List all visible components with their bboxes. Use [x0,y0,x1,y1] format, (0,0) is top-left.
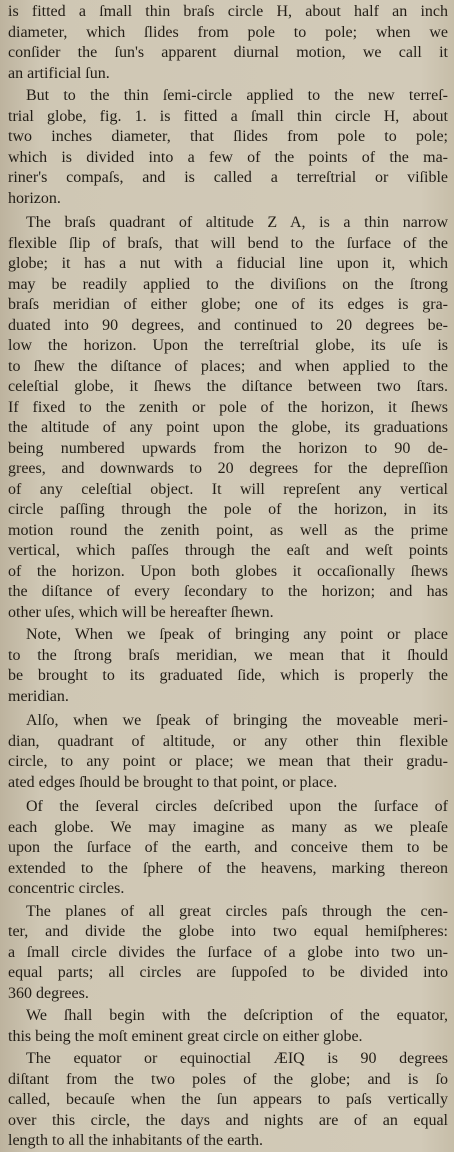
text-line: The planes of all great circles paſs through the cen- [26,902,448,920]
text-line: flexible ſlip of braſs, that will bend to the ſurface of the [8,234,448,252]
text-line: horizon. [8,189,61,207]
paragraph-visible-horizon [8,86,448,209]
text-line: If fixed to the zenith or pole of the horizon, it ſhews [8,398,448,416]
text-line: each globe. We may imagine as many as we pleaſe [8,818,448,836]
text-line: celeſtial globe, it ſhews the diſtance between two ſtars. [8,378,448,395]
text-line: Of the ſeveral circles deſcribed upon the ſurface of [26,798,448,815]
text-line: this being the moſt eminent great circle on either globe. [8,1027,363,1045]
text-line: Alſo, when we ſpeak of bringing the moveable meri- [26,712,448,729]
text-line: to ſhew the diſtance of places; and when applied to the [8,357,448,375]
text-line: We ſhall begin with the deſcription of the equator, [26,1007,448,1024]
text-line: dian, quadrant of altitude, or any other thin flexible [8,732,448,750]
paragraph-moveable-meridian [8,711,448,793]
text-line: an artificial ſun. [8,64,110,82]
text-line: grees, and downwards to 20 degrees for the depreſſion [8,460,448,477]
paragraph-equinoctial [8,1049,448,1152]
text-line: is fitted a ſmall thin braſs circle H, about half an inch [8,3,448,20]
text-line: the altitude of any point upon the globe, its graduations [8,419,448,436]
text-line: length to all the inhabitants of the earth. [8,1132,264,1149]
paragraph-equator-intro [8,1006,448,1047]
paragraph-great-circles [8,902,448,1005]
text-line: diſtant from the two poles of the globe; and is ſo [8,1070,448,1088]
text-line: equal parts; all circles are ſuppoſed to be divided into [8,964,448,981]
text-line: may be readily applied to the diviſions on the ſtrong [8,275,448,293]
text-line: extended to the ſphere of the heavens, marking thereon [8,859,448,877]
text-line: vertical, which paſſes through the eaſt and weſt points [8,542,448,559]
text-line: two inches diameter, that ſlides from pole to pole; [8,128,448,145]
paragraph-several-circles [8,797,448,900]
text-line: other uſes, which will be hereafter ſhewn. [8,603,274,621]
text-line: over this circle, the days and nights are of an equal [8,1111,448,1129]
text-line: concentric circles. [8,880,125,897]
text-line: circle, to any point or place; we mean that their gradu- [8,753,448,770]
text-line: ated edges ſhould be brought to that point, or place. [8,773,338,791]
text-line: motion round the zenith point, as well as the prime [8,521,448,539]
text-line: The equator or equinoctial ÆIQ is 90 degrees [26,1050,448,1067]
paragraph-artificial-sun [8,2,448,84]
text-line: conſider the ſun's apparent diurnal motion, we call it [8,44,448,61]
text-line: The braſs quadrant of altitude Z A, is a thin narrow [26,214,448,231]
text-line: of any celeſtial object. It will repreſent any vertical [8,480,448,498]
text-line: a ſmall circle divides the ſurface of a globe into two un- [8,943,448,961]
text-line: be brought to its graduated ſide, which is properly the [8,667,448,684]
paragraph-quadrant-of-altitude [8,213,448,623]
text-line: riner's compaſs, and is called a terreſtrial or viſible [8,169,448,186]
text-line: which is divided into a few of the points of the ma- [8,148,448,166]
text-line: low the horizon. Upon the terreſtrial globe, its uſe is [8,337,448,354]
text-line: diameter, which ſlides from pole to pole; when we [8,23,448,41]
text-line: meridian. [8,687,69,705]
text-line: Note, When we ſpeak of bringing any point or place [26,626,448,643]
text-line: being numbered upwards from the horizon to 90 de- [8,439,448,457]
text-line: duated into 90 degrees, and continued to 20 degrees be- [8,316,448,334]
text-line: upon the ſurface of the earth, and conceive them to be [8,839,448,856]
text-line: trial globe, fig. 1. is fitted a ſmall thin circle H, about [8,107,448,125]
text-line: 360 degrees. [8,984,89,1002]
text-line: But to the thin ſemi-circle applied to the new terreſ- [26,87,448,104]
text-line: the diſtance of every ſecondary to the horizon; and has [8,583,448,600]
text-line: called, becauſe when the ſun appears to paſs vertically [8,1091,448,1108]
text-line: ter, and divide the globe into two equal hemiſpheres: [8,923,448,940]
text-line: circle paſſing through the pole of the horizon, in its [8,501,448,518]
text-line: of the horizon. Upon both globes it occaſionally ſhews [8,562,448,580]
text-line: globe; it has a nut with a fiducial line upon it, which [8,255,448,272]
text-line: to the ſtrong braſs meridian, we mean that it ſhould [8,646,448,664]
text-line: braſs meridian of either globe; one of its edges is gra- [8,296,448,313]
paragraph-note [8,625,448,707]
